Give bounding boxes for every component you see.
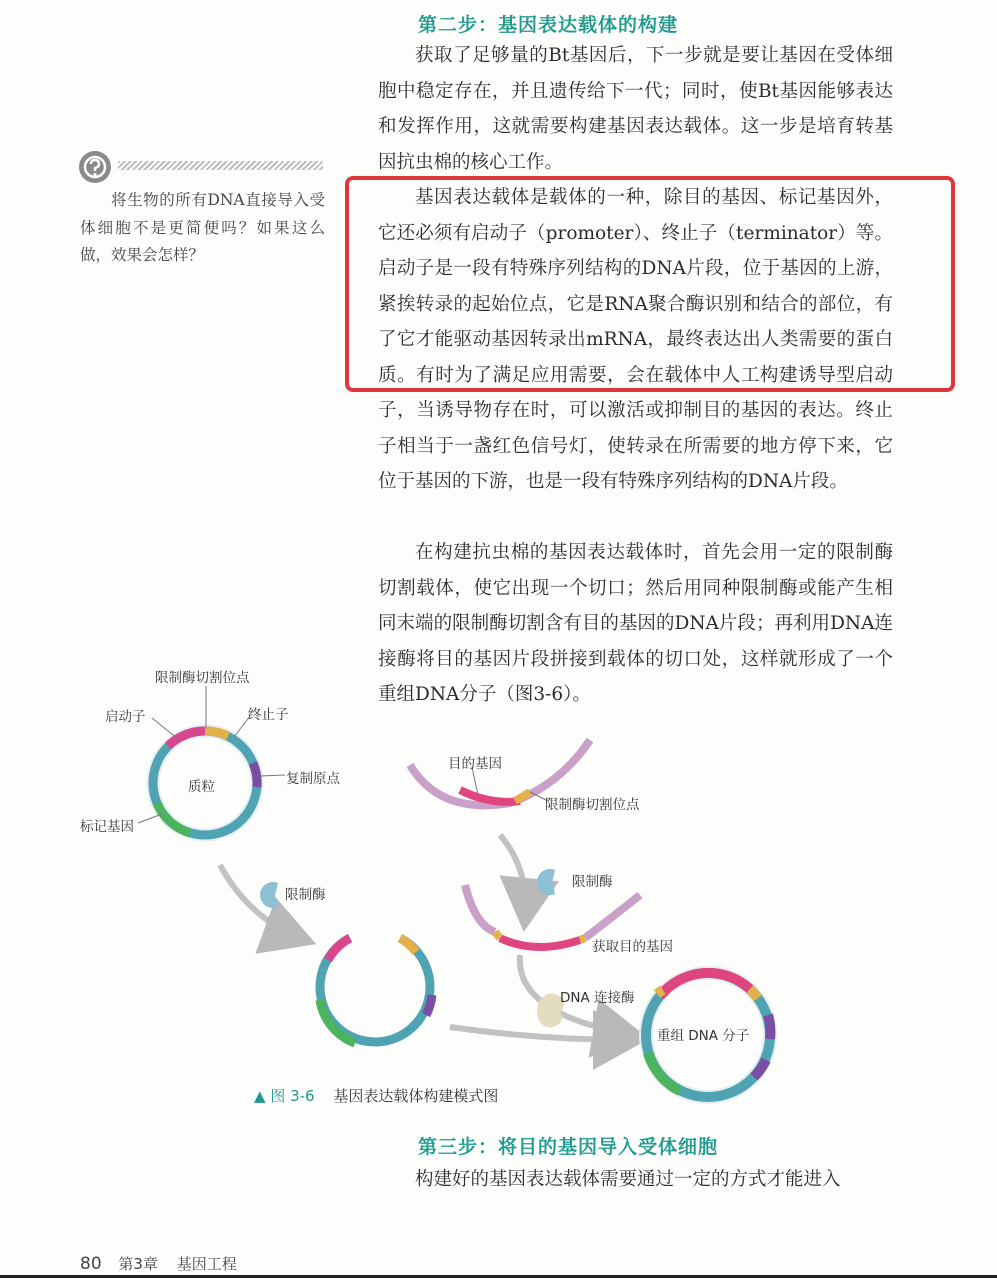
promoter-leader: [152, 718, 178, 739]
paragraph-2-text: 基因表达载体是载体的一种，除目的基因、标记基因外，它还必须有启动子（promoter）、终止子（terminator）等。启动子是一段有特殊序列结构的DNA片段，位于基因的上游，紧挨转录的起始位点，它是RNA聚合酶识别和结合的部位，有了它才能驱动基因转录出mRNA，最终表达出人类需要的蛋白质。有时为了满足应用需要，会在载体中人工构建诱导型启动子，当诱导物存在时，可以激活或抑制目的基因的表达。终止子相当于一盏红色信号灯，使转录在所需要的地方停下来，它位于基因的下游，也是一段有特殊序列结构的DNA片段。: [378, 187, 893, 492]
page-footer: [80, 1253, 237, 1274]
label-promoter: 启动子: [105, 709, 146, 725]
label-ligase: DNA 连接酶: [560, 990, 635, 1006]
label-target-gene: 目的基因: [448, 756, 502, 772]
label-cut-site-gene: 限制酶切割位点: [545, 797, 640, 813]
section-heading-step3: 第三步：将目的基因导入受体细胞: [418, 1136, 719, 1158]
marker-leader: [138, 814, 162, 823]
label-enzyme-left: 限制酶: [285, 887, 326, 903]
label-marker: 标记基因: [80, 819, 134, 835]
paragraph-3-text: 在构建抗虫棉的基因表达载体时，首先会用一定的限制酶切割载体，使它出现一个切口；然后用同种限制酶或能产生相同末端的限制酶切割含有目的基因的DNA片段；再利用DNA连接酶将目的基因片段拼接到载体的切口处，这样就形成了一个重组DNA分子（图3-6）。: [378, 542, 893, 705]
enzyme-left-shape: [260, 882, 278, 908]
label-enzyme-right: 限制酶: [572, 874, 613, 890]
label-cut-site-plasmid: 限制酶切割位点: [155, 670, 250, 686]
figure-3-6-diagram: [60, 655, 960, 1115]
label-obtain-gene: 获取目的基因: [592, 939, 673, 955]
question-icon: [78, 150, 112, 184]
label-origin: 复制原点: [286, 771, 340, 787]
sidebar-hatched-rule: [118, 161, 323, 170]
label-terminator: 终止子: [248, 707, 289, 723]
label-recombinant: 重组 DNA 分子: [657, 1028, 750, 1044]
page-number: 80: [80, 1254, 102, 1274]
cut-plasmid-ring: [320, 938, 432, 1043]
paragraph-1-text: 获取了足够量的Bt基因后，下一步就是要让基因在受体细胞中稳定存在，并且遗传给下一代；同时，使Bt基因能够表达和发挥作用，这就需要构建基因表达载体。这一步是培育转基因抗虫棉的核心工作。: [378, 45, 893, 173]
paragraph-1: [378, 38, 893, 180]
chapter-title: 基因工程: [176, 1255, 237, 1273]
red-highlight-box: [345, 176, 955, 392]
label-plasmid: 质粒: [188, 779, 215, 795]
caption-number: 图 3-6: [270, 1087, 315, 1105]
caption-text: 基因表达载体构建模式图: [333, 1087, 499, 1105]
figure-caption: [254, 1085, 498, 1106]
arrow-to-fragment: [500, 835, 526, 920]
paragraph-4-text: 构建好的基因表达载体需要通过一定的方式才能进入: [415, 1169, 841, 1190]
section-heading-step2: 第二步：基因表达载体的构建: [418, 14, 679, 36]
sidebar-question-text: 将生物的所有DNA直接导入受体细胞不是更简便吗？如果这么做，效果会怎样？: [80, 191, 325, 264]
caption-triangle-icon: ▲: [254, 1087, 266, 1105]
paragraph-4: [378, 1162, 893, 1198]
enzyme-right-shape: [537, 869, 555, 895]
chapter-number: 第3章: [118, 1255, 158, 1273]
diagram-graphics: [60, 655, 960, 1115]
origin-leader: [260, 775, 285, 776]
bottom-rule: [0, 1275, 997, 1278]
